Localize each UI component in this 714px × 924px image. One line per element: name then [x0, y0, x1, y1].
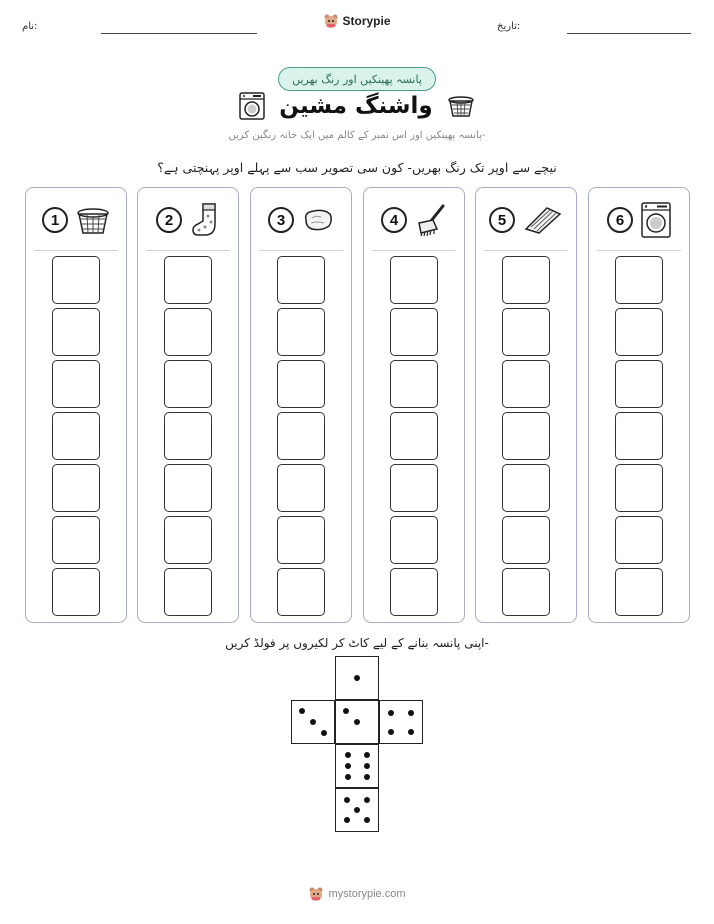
dice-face-1 [335, 656, 379, 700]
column-header [26, 198, 126, 242]
scrub-brush-icon [415, 203, 447, 237]
column-3 [250, 187, 352, 623]
grid-cell[interactable] [52, 464, 100, 512]
question: نیچے سے اوپر تک رنگ بھریں- کون سی تصویر سب سے پہلے اوپر پہنچتی ہے؟ [157, 160, 557, 175]
pip [299, 708, 305, 714]
pip [388, 710, 394, 716]
laundry-basket-icon [447, 95, 475, 117]
pip [321, 730, 327, 736]
grid-cell[interactable] [615, 308, 663, 356]
grid-cell[interactable] [615, 256, 663, 304]
laundry-basket-icon [76, 205, 110, 235]
grid-cell[interactable] [277, 464, 325, 512]
grid-cell[interactable] [164, 516, 212, 564]
pip [345, 752, 351, 758]
grid-cell[interactable] [164, 360, 212, 408]
dice-face-4 [379, 700, 423, 744]
grid-cell[interactable] [615, 360, 663, 408]
pip [408, 729, 414, 735]
pip [344, 797, 350, 803]
grid-cell[interactable] [164, 308, 212, 356]
washing-machine-icon [239, 92, 265, 120]
storypie-mascot-icon [308, 886, 324, 902]
grid-cell[interactable] [502, 412, 550, 460]
grid-cell[interactable] [52, 568, 100, 616]
page-title: واشنگ مشین [279, 93, 433, 119]
grid-cell[interactable] [615, 568, 663, 616]
column-header [476, 198, 576, 242]
grid-cell[interactable] [164, 256, 212, 304]
pip [364, 817, 370, 823]
column-4 [363, 187, 465, 623]
pip [310, 719, 316, 725]
date-line[interactable] [567, 33, 691, 34]
grid-cell[interactable] [164, 412, 212, 460]
grid-cell[interactable] [502, 308, 550, 356]
pip [344, 817, 350, 823]
dice-face-3 [291, 700, 335, 744]
column-divider [34, 250, 118, 251]
pip [364, 774, 370, 780]
grid-cell[interactable] [390, 412, 438, 460]
column-number: 6 [607, 207, 633, 233]
pip [354, 807, 360, 813]
column-divider [597, 250, 681, 251]
column-divider [259, 250, 343, 251]
column-1 [25, 187, 127, 623]
brand-logo [0, 13, 714, 33]
pip [364, 752, 370, 758]
dice-instruction: اپنی پانسہ بنانے کے لیے کاٹ کر لکیروں پر فولڈ کریں- [225, 636, 489, 650]
grid-cell[interactable] [390, 516, 438, 564]
brand-name: Storypie [342, 14, 391, 28]
footer [0, 886, 714, 906]
name-label: نام: [22, 21, 38, 32]
grid-cell[interactable] [502, 568, 550, 616]
dice-face-5 [335, 788, 379, 832]
pip [408, 710, 414, 716]
pip [364, 763, 370, 769]
column-number: 2 [156, 207, 182, 233]
column-number: 3 [268, 207, 294, 233]
grid-cell[interactable] [277, 412, 325, 460]
soap-bar-icon [302, 208, 334, 232]
footer-url[interactable]: mystorypie.com [328, 888, 406, 900]
grid-cell[interactable] [502, 464, 550, 512]
subtitle: پانسہ پھینکیں اور اس نمبر کے کالم میں ایک خانہ رنگین کریں- [228, 130, 486, 141]
column-divider [372, 250, 456, 251]
column-2 [137, 187, 239, 623]
grid-cell[interactable] [615, 412, 663, 460]
pip [345, 763, 351, 769]
grid-cell[interactable] [164, 568, 212, 616]
folded-towel-icon [523, 205, 563, 235]
grid-cell[interactable] [390, 308, 438, 356]
pip [345, 774, 351, 780]
column-5 [475, 187, 577, 623]
column-header [138, 198, 238, 242]
grid-cell[interactable] [502, 256, 550, 304]
title-row [0, 92, 714, 120]
sock-icon [190, 202, 220, 238]
grid-cell[interactable] [277, 256, 325, 304]
grid-cell[interactable] [277, 516, 325, 564]
dice-face-2 [335, 700, 379, 744]
column-number: 1 [42, 207, 68, 233]
pip [354, 719, 360, 725]
grid-cell[interactable] [52, 308, 100, 356]
column-6 [588, 187, 690, 623]
dice-face-6 [335, 744, 379, 788]
column-header [589, 198, 689, 242]
grid-cell[interactable] [390, 464, 438, 512]
grid-cell[interactable] [277, 308, 325, 356]
pip [354, 675, 360, 681]
pip [388, 729, 394, 735]
pip [364, 797, 370, 803]
column-header [251, 198, 351, 242]
column-number: 4 [381, 207, 407, 233]
column-number: 5 [489, 207, 515, 233]
column-divider [484, 250, 568, 251]
grid-cell[interactable] [52, 516, 100, 564]
name-line[interactable] [101, 33, 257, 34]
grid-cell[interactable] [52, 360, 100, 408]
pip [343, 708, 349, 714]
instruction-badge: پانسہ پھینکیں اور رنگ بھریں [278, 67, 436, 91]
grid-cell[interactable] [390, 568, 438, 616]
grid-cell[interactable] [615, 516, 663, 564]
grid-cell[interactable] [502, 360, 550, 408]
grid-cell[interactable] [390, 256, 438, 304]
grid-cell[interactable] [52, 256, 100, 304]
grid-cell[interactable] [502, 516, 550, 564]
column-header [364, 198, 464, 242]
column-divider [146, 250, 230, 251]
grid-cell[interactable] [52, 412, 100, 460]
washing-machine-icon [641, 202, 671, 238]
grid-cell[interactable] [277, 568, 325, 616]
storypie-mascot-icon [323, 13, 339, 29]
grid-cell[interactable] [615, 464, 663, 512]
grid-cell[interactable] [390, 360, 438, 408]
date-label: تاریخ: [497, 21, 521, 32]
grid-cell[interactable] [277, 360, 325, 408]
grid-cell[interactable] [164, 464, 212, 512]
